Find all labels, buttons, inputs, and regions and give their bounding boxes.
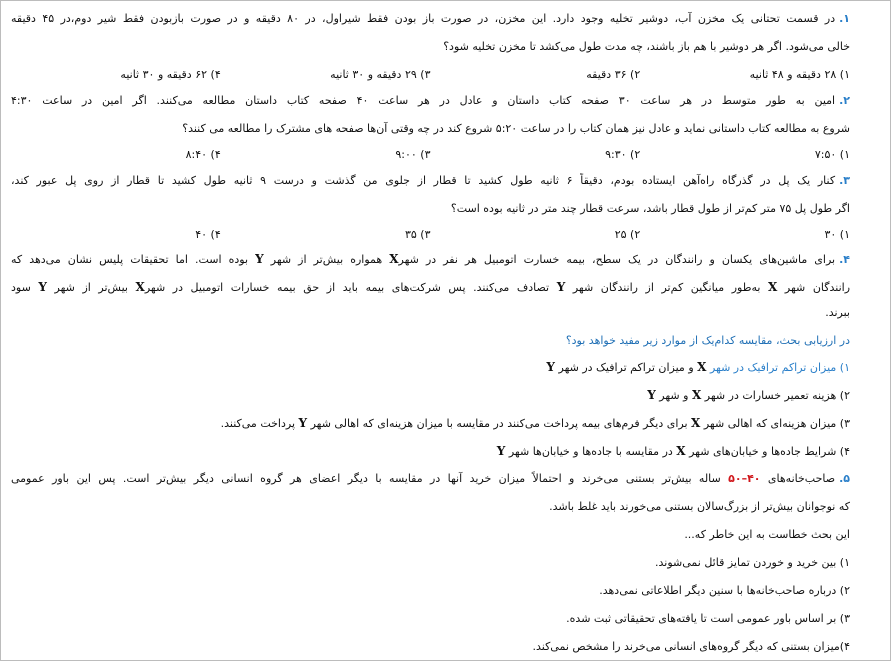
- q4-text-2b: به‌طور میانگین کم‌تر از رانندگان شهر: [572, 281, 761, 294]
- q3-option-3[interactable]: ۳) ۳۵: [404, 228, 431, 241]
- q2-line-2: [11, 121, 850, 137]
- q5-text-1b: ساله بیش‌تر بستنی می‌خرند و احتمالاً میزان خرید آنها در مقایسه با دیگر اعضای هر گروه انسانی دیگر بیش‌تر است. پس این باور عمومی: [11, 472, 721, 485]
- q1-text-2: خالی می‌شود. اگر هر دوشیر با هم باز باشند، چه مدت طول می‌کشد تا مخزن تخلیه شود؟: [443, 40, 850, 53]
- q4-opt1-text-b: و میزان تراکم ترافیک در شهر: [558, 361, 694, 374]
- q4-text-3: ببرند.: [825, 306, 850, 319]
- q4-option-2[interactable]: [11, 387, 850, 404]
- q4-text-1b: همواره بیش‌تر از شهر: [270, 253, 383, 266]
- q2-option-4[interactable]: ۴) ۸:۴۰: [185, 148, 221, 161]
- q4-number: ۴.: [839, 253, 850, 266]
- q4-option-3[interactable]: [11, 415, 850, 432]
- q4-question: [11, 333, 850, 349]
- q2-option-2[interactable]: ۲) ۹:۳۰: [605, 148, 641, 161]
- q3-line-2: [11, 201, 850, 217]
- q5-age-range: ۴۰–۵۰: [728, 472, 761, 485]
- q5-line-3: [11, 527, 850, 543]
- q4-text-2e: سود: [11, 281, 31, 294]
- q4-opt4-text-a: ۴) شرایط جاده‌ها و خیابان‌های شهر: [689, 445, 850, 458]
- q4-city-y: Y: [38, 280, 47, 294]
- q4-city-y: Y: [255, 252, 264, 266]
- q4-text-2d: بیش‌تر از شهر: [54, 281, 128, 294]
- q5-option-3[interactable]: [11, 611, 850, 627]
- q3-option-4[interactable]: ۴) ۴۰: [195, 228, 221, 241]
- q4-opt3-text-a: ۳) میزان هزینه‌ای که اهالی شهر: [703, 417, 850, 430]
- q5-option-1[interactable]: [11, 555, 850, 571]
- q4-opt2-text-a: ۲) هزینه تعمیر خسارات در شهر: [704, 389, 850, 402]
- q4-city-y: Y: [556, 280, 566, 294]
- q4-city-y: Y: [647, 388, 656, 402]
- q4-text-2c: تصادف می‌کنند. پس شرکت‌های بیمه باید از حق بیمه خسارات اتومبیل در شهر: [144, 281, 550, 294]
- q4-city-y: Y: [496, 444, 506, 458]
- q5-text-3: این بحث خطاست به این خاطر که...: [684, 528, 850, 541]
- q4-opt2-text-b: و شهر: [659, 389, 689, 402]
- q5-option-4[interactable]: [11, 639, 850, 655]
- q2-number: ۲.: [839, 94, 850, 107]
- q2-option-3[interactable]: ۳) ۹:۰۰: [395, 148, 431, 161]
- q4-city-y: Y: [298, 416, 308, 430]
- q4-city-x: X: [676, 444, 686, 458]
- q1-line-2: [11, 39, 850, 55]
- q4-city-x: X: [691, 388, 702, 402]
- q1-option-3[interactable]: ۳) ۲۹ دقیقه و ۳۰ ثانیه: [330, 68, 431, 81]
- q1-number: ۱.: [839, 12, 850, 25]
- q1-option-1[interactable]: ۱) ۲۸ دقیقه و ۴۸ ثانیه: [749, 68, 850, 81]
- q4-opt4-text-b: در مقایسه با جاده‌ها و خیابان‌ها شهر: [508, 445, 673, 458]
- q1-option-4[interactable]: ۴) ۶۲ دقیقه و ۳۰ ثانیه: [120, 68, 221, 81]
- q4-option-1[interactable]: [11, 359, 850, 376]
- q5-option-2[interactable]: [11, 583, 850, 599]
- q1-line-1: [11, 11, 850, 27]
- q2-line-1: [11, 93, 850, 109]
- q4-city-y: Y: [546, 360, 555, 374]
- q4-opt3-text-c: پرداخت می‌کنند.: [220, 417, 295, 430]
- q4-city-x: X: [768, 280, 778, 294]
- q4-question-text: در ارزیابی بحث، مقایسه کدام‌یک از موارد زیر مفید خواهد بود؟: [565, 334, 850, 347]
- q1-text-1: در قسمت تحتانی یک مخزن آب، دوشیر تخلیه وجود دارد. این مخزن، در صورت باز بودن فقط شیراول، در ۸۰ دقیقه و در صورت بازبودن فقط شیر دوم،در ۴۵ دقیقه: [11, 12, 836, 25]
- q3-number: ۳.: [839, 174, 850, 187]
- q3-option-1[interactable]: ۱) ۳۰: [824, 228, 850, 241]
- q5-number: ۵.: [839, 472, 850, 485]
- q4-text-1c: بوده است. اما تحقیقات پلیس نشان می‌دهد که: [11, 253, 249, 266]
- q3-line-1: [11, 173, 850, 189]
- q4-city-x: X: [691, 416, 701, 430]
- q2-text-2: شروع به مطالعه کتاب داستانی نماید و عادل نیز همان کتاب را در ساعت ۵:۲۰ شروع کند در چه وقتی آن‌ها صفحه های مشترک را مطالعه می کنند؟: [182, 122, 850, 135]
- q4-opt3-text-b: برای دیگر فرم‌های بیمه پرداخت می‌کنند در مقایسه با میزان هزینه‌ای که اهالی شهر: [310, 417, 688, 430]
- q5-option-1-text: ۱) بین خرید و خوردن تمایز قائل نمی‌شوند.: [655, 556, 850, 569]
- q3-options: [11, 227, 850, 243]
- q3-text-2: اگر طول پل ۷۵ متر کم‌تر از طول قطار باشد، سرعت قطار چند متر در ثانیه بوده است؟: [450, 202, 850, 215]
- q4-city-x: X: [697, 360, 707, 374]
- q1-option-2[interactable]: ۲) ۳۶ دقیقه: [586, 68, 641, 81]
- q4-line-3: [11, 305, 850, 321]
- q5-line-2: [11, 499, 850, 515]
- q5-text-2: که نوجوانان بیش‌تر از بزرگ‌سالان بستنی می‌خورند باید غلط باشد.: [549, 500, 850, 513]
- q4-city-x: X: [135, 280, 145, 294]
- q4-text-2a: رانندگان شهر: [784, 281, 850, 294]
- q3-option-2[interactable]: ۲) ۲۵: [614, 228, 641, 241]
- q4-option-4[interactable]: [11, 443, 850, 460]
- q5-option-2-text: ۲) درباره صاحب‌خانه‌ها با سنین دیگر اطلاعاتی نمی‌دهد.: [599, 584, 850, 597]
- q4-opt1-text-a: ۱) میزان تراکم ترافیک در شهر: [709, 361, 850, 374]
- q5-option-4-text: ۴)میزان بستنی که دیگر گروه‌های انسانی می‌خرند را مشخص نمی‌کند.: [532, 640, 850, 653]
- q2-option-1[interactable]: ۱) ۷:۵۰: [814, 148, 850, 161]
- q1-options: [11, 67, 850, 83]
- q5-line-1: [11, 471, 850, 487]
- q2-options: [11, 147, 850, 163]
- q4-city-x: X: [389, 252, 399, 266]
- q3-text-1: کنار یک پل در گذرگاه راه‌آهن ایستاده بودم، دقیقاً ۶ ثانیه طول کشید تا قطار از جلوی من گذشت و درست ۹ ثانیه طول کشید تا قطار از روی پل عبور کند،: [11, 174, 836, 187]
- q4-line-1: [11, 251, 850, 268]
- q5-option-3-text: ۳) بر اساس باور عمومی است تا یافته‌های تحقیقاتی ثبت شده.: [566, 612, 850, 625]
- q2-text-1: امین به طور متوسط در هر ساعت ۳۰ صفحه کتاب داستان و عادل در هر ساعت ۴۰ صفحه کتاب داستان مطالعه می‌کنند. اگر امین در ساعت ۴:۳۰: [11, 94, 836, 107]
- q4-line-2: [11, 279, 850, 296]
- q4-text-1a: برای ماشین‌های یکسان و رانندگان در یک سطح، بیمه خسارت اتومبیل هر نفر در شهر: [398, 253, 836, 266]
- q5-text-1a: صاحب‌خانه‌های: [767, 472, 836, 485]
